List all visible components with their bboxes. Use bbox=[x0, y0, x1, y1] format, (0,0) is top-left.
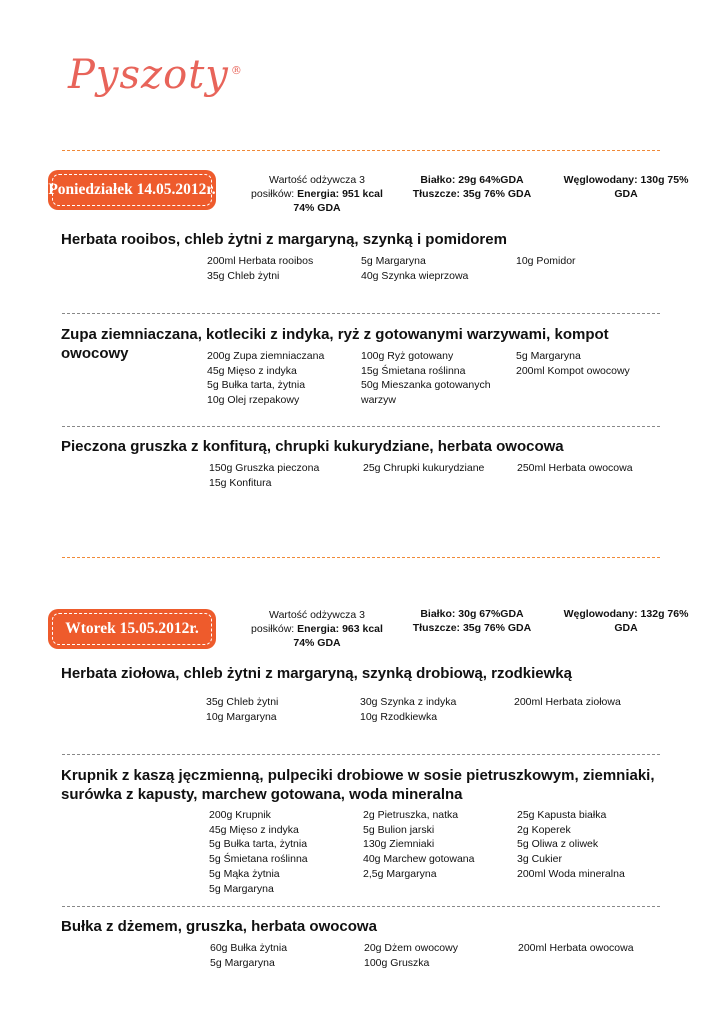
ingredients-col-3: 25g Kapusta białka 2g Koperek 5g Oliwa z oliwek 3g Cukier 200ml Woda mineralna bbox=[517, 809, 625, 880]
nutrition-protein-fat: Białko: 29g 64%GDA Tłuszcze: 35g 76% GDA bbox=[412, 174, 532, 200]
nutrition-energy: Wartość odżywcza 3 posiłków: Energia: 963 kcal 74% GDA bbox=[251, 609, 383, 649]
ingredients-col-3: 10g Pomidor bbox=[516, 255, 576, 267]
nutrition-energy: Wartość odżywcza 3 posiłków: Energia: 951 kcal 74% GDA bbox=[251, 174, 383, 214]
day-badge-tuesday: Wtorek 15.05.2012r. bbox=[48, 609, 216, 649]
ingredients-col-2: 20g Dżem owocowy 100g Gruszka bbox=[364, 942, 458, 969]
meal-title: Herbata ziołowa, chleb żytni z margaryną, szynką drobiową, rzodkiewką bbox=[61, 665, 572, 682]
meal-title: Krupnik z kaszą jęczmienną, pulpeciki drobiowe w sosie pietruszkowym, ziemniaki, surówka z kapusty, marchew gotowana, woda mineralna bbox=[61, 767, 655, 803]
meal-title: Zupa ziemniaczana, kotleciki z indyka, ryż z gotowanymi warzywami, kompot owocowy bbox=[61, 326, 609, 362]
ingredients-col-3: 200ml Herbata ziołowa bbox=[514, 696, 621, 708]
ingredients-col-1: 200g Krupnik 45g Mięso z indyka 5g Bułka tarta, żytnia 5g Śmietana roślinna 5g Mąka żytnia 5g Margaryna bbox=[209, 809, 308, 895]
ingredients-col-2: 100g Ryż gotowany 15g Śmietana roślinna 50g Mieszanka gotowanych warzyw bbox=[361, 350, 491, 407]
ingredients-col-1: 200g Zupa ziemniaczana 45g Mięso z indyka 5g Bułka tarta, żytnia 10g Olej rzepakowy bbox=[207, 350, 325, 407]
section-divider bbox=[62, 150, 660, 151]
ingredients-col-2: 30g Szynka z indyka 10g Rzodkiewka bbox=[360, 696, 457, 723]
meal-divider bbox=[62, 313, 660, 314]
ingredients-col-3: 250ml Herbata owocowa bbox=[517, 462, 633, 474]
ingredients-col-2: 25g Chrupki kukurydziane bbox=[363, 462, 485, 474]
ingredients-col-3: 200ml Herbata owocowa bbox=[518, 942, 634, 954]
brand-logo: Pyszoty ® bbox=[68, 52, 243, 98]
ingredients-col-1: 60g Bułka żytnia 5g Margaryna bbox=[210, 942, 288, 969]
meal-divider bbox=[62, 906, 660, 907]
ingredients-col-1: 35g Chleb żytni 10g Margaryna bbox=[206, 696, 279, 723]
nutrition-carbs: Węglowodany: 130g 75% GDA bbox=[563, 174, 689, 200]
meal-divider bbox=[62, 426, 660, 427]
nutrition-carbs: Węglowodany: 132g 76% GDA bbox=[563, 608, 689, 634]
meal-title: Herbata rooibos, chleb żytni z margaryną, szynką i pomidorem bbox=[61, 231, 507, 248]
ingredients-col-3: 5g Margaryna 200ml Kompot owocowy bbox=[516, 350, 630, 377]
ingredients-col-2: 2g Pietruszka, natka 5g Bulion jarski 130g Ziemniaki 40g Marchew gotowana 2,5g Margaryna bbox=[363, 809, 475, 880]
ingredients-col-1: 200ml Herbata rooibos 35g Chleb żytni bbox=[207, 255, 314, 282]
day-badge-monday: Poniedziałek 14.05.2012r. bbox=[48, 170, 216, 210]
ingredients-col-1: 150g Gruszka pieczona 15g Konfitura bbox=[209, 462, 320, 489]
ingredients-col-2: 5g Margaryna 40g Szynka wieprzowa bbox=[361, 255, 469, 282]
section-divider bbox=[62, 557, 660, 558]
meal-divider bbox=[62, 754, 660, 755]
meal-title: Bułka z dżemem, gruszka, herbata owocowa bbox=[61, 918, 377, 935]
meal-title: Pieczona gruszka z konfiturą, chrupki kukurydziane, herbata owocowa bbox=[61, 438, 564, 455]
nutrition-protein-fat: Białko: 30g 67%GDA Tłuszcze: 35g 76% GDA bbox=[412, 608, 532, 634]
